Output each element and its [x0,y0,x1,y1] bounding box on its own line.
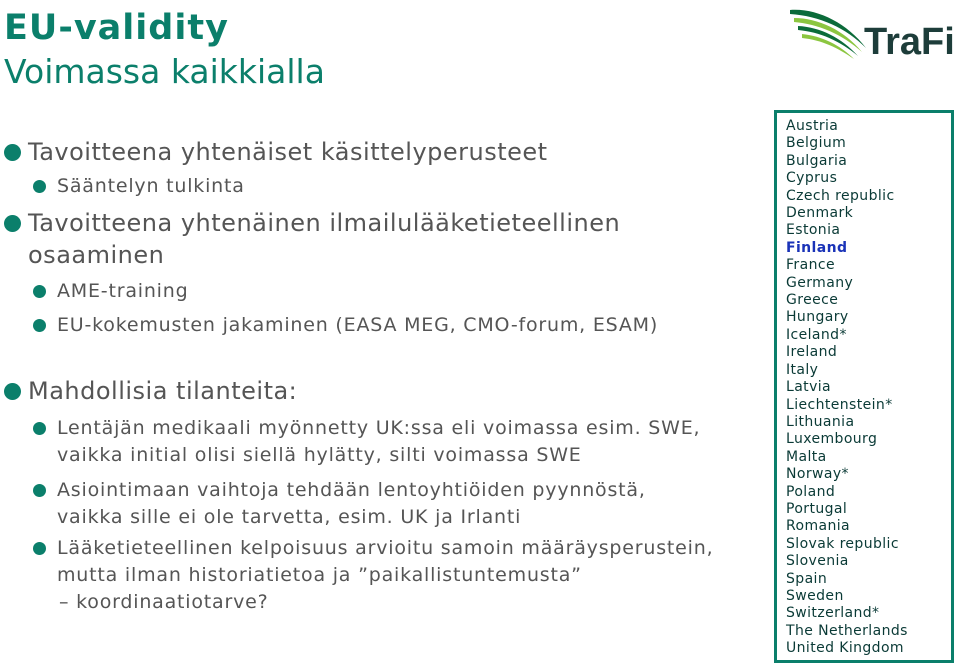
country-item: The Netherlands [786,622,908,639]
sub-bullet-text: Sääntelyn tulkinta [57,175,245,197]
sub-bullet-text: vaikka initial olisi siellä hylätty, silti voimassa SWE [57,444,582,466]
sub-bullet-dot [33,484,46,497]
sub-bullet-text: mutta ilman historiatietoa ja ”paikallistuntemusta” [57,564,582,586]
bullet-text: Mahdollisia tilanteita: [28,377,298,405]
country-item: Estonia [786,222,841,239]
trafi-logo [786,4,956,70]
country-item: Luxembourg [786,431,878,448]
sub-bullet-text: Asiointimaan vaihtoja tehdään lentoyhtiöiden pyynnöstä, [57,479,646,501]
bullet-text: Tavoitteena yhtenäinen ilmailulääketieteellinen [28,209,621,237]
country-item: Liechtenstein* [786,396,893,413]
country-item: Cyprus [786,170,838,187]
country-item: Switzerland* [786,605,880,622]
country-item: Malta [786,448,827,465]
sub-bullet-dot [33,542,46,555]
country-list [786,118,908,658]
country-item: Belgium [786,135,847,152]
country-item: Romania [786,518,851,535]
sub-bullet-text: EU-kokemusten jakaminen (EASA MEG, CMO-forum, ESAM) [57,314,659,336]
bullet-dot [4,144,21,161]
country-item: Sweden [786,587,844,604]
country-item: Czech republic [786,187,895,204]
country-item: Germany [786,274,854,291]
country-item: Greece [786,292,839,309]
country-item: Norway* [786,466,849,483]
country-item: Iceland* [786,326,847,343]
country-item: Hungary [786,309,849,326]
sub-bullet-dot [33,285,46,298]
country-item: Poland [786,483,836,500]
country-item: United Kingdom [786,640,904,657]
sub-bullet-text: Lentäjän medikaali myönnetty UK:ssa eli voimassa esim. SWE, [57,417,701,439]
country-item: Portugal [786,500,848,517]
country-item: Italy [786,361,819,378]
sub-bullet-text: vaikka sille ei ole tarvetta, esim. UK ja Irlanti [57,506,522,528]
country-item: Spain [786,570,828,587]
sub-bullet-dot [33,422,46,435]
logo-text: TraFi [864,21,955,63]
country-list-box [774,110,954,663]
country-item: Lithuania [786,413,855,430]
country-item: Slovenia [786,553,849,570]
country-item: Bulgaria [786,152,848,169]
sub-bullet-text: AME-training [57,280,189,302]
sub-bullet-dot [33,180,46,193]
slide-title: EU-validity [4,8,229,48]
country-item: Austria [786,118,839,134]
sub-bullet-dot [33,319,46,332]
country-item: France [786,257,835,274]
country-item: Finland [786,239,848,256]
sub-bullet-text: – koordinaatiotarve? [59,591,269,613]
slide-subtitle: Voimassa kaikkialla [4,52,325,91]
bullet-dot [4,383,21,400]
country-item: Ireland [786,344,838,361]
country-item: Slovak republic [786,535,899,552]
country-item: Latvia [786,379,832,396]
country-item: Denmark [786,205,854,222]
bullet-text: Tavoitteena yhtenäiset käsittelyperusteet [28,138,548,166]
bullet-text: osaaminen [28,241,165,269]
sub-bullet-text: Lääketieteellinen kelpoisuus arvioitu samoin määräysperustein, [57,537,714,559]
bullet-dot [4,215,21,232]
